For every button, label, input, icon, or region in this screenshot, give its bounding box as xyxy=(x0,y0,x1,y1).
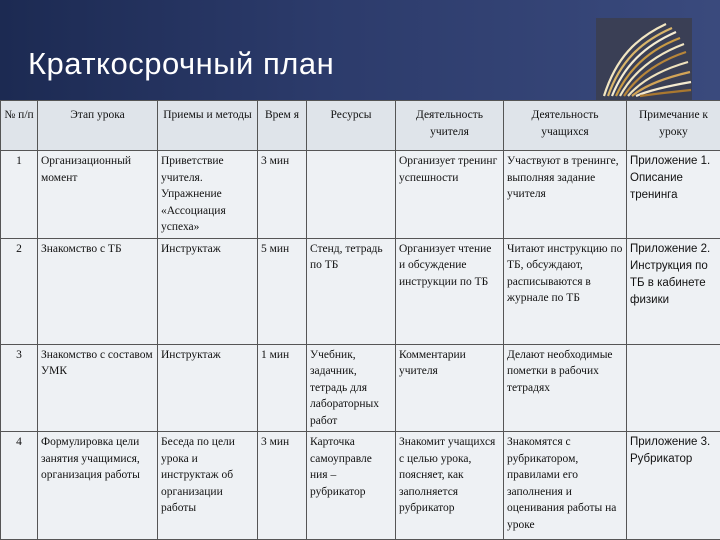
table-cell: Знакомство с составом УМК xyxy=(38,344,158,432)
table-cell: Учебник, задачник, тетрадь для лабораторных работ xyxy=(307,344,396,432)
table-cell: 3 мин xyxy=(258,151,307,239)
table-row xyxy=(1,432,720,540)
table-cell: 2 xyxy=(1,238,38,344)
header-cell: Ресурсы xyxy=(307,101,396,151)
table-cell: Организационный момент xyxy=(38,151,158,239)
table-header-row xyxy=(1,101,720,151)
table-cell: 1 мин xyxy=(258,344,307,432)
table-cell: Участвуют в тренинге, выполняя задание учителя xyxy=(504,151,627,239)
table-cell: Приветствие учителя. Упражнение «Ассоциация успеха» xyxy=(158,151,258,239)
table-cell: Приложение 3. Рубрикатор xyxy=(627,432,720,540)
header-cell: Врем я xyxy=(258,101,307,151)
table-cell: Приложение 1. Описание тренинга xyxy=(627,151,720,239)
table-cell: Инструктаж xyxy=(158,344,258,432)
table-cell: Беседа по цели урока и инструктаж об организации работы xyxy=(158,432,258,540)
table-row xyxy=(1,151,720,239)
table-cell: Стенд, тетрадь по ТБ xyxy=(307,238,396,344)
table-cell: Приложение 2. Инструкция по ТБ в кабинете физики xyxy=(627,238,720,344)
lesson-plan-table xyxy=(0,100,720,540)
table-cell: Читают инструкцию по ТБ, обсуждают, расписываются в журнале по ТБ xyxy=(504,238,627,344)
table-cell xyxy=(307,151,396,239)
table-cell: Карточка самоуправле ния – рубрикатор xyxy=(307,432,396,540)
header-cell: Этап урока xyxy=(38,101,158,151)
table-cell: Организует тренинг успешности xyxy=(396,151,504,239)
header-cell: № п/п xyxy=(1,101,38,151)
table-cell: Знакомит учащихся с целью урока, поясняет, как заполняется рубрикатор xyxy=(396,432,504,540)
table-cell: 1 xyxy=(1,151,38,239)
open-book-icon xyxy=(596,18,692,100)
slide-title: Краткосрочный план xyxy=(28,46,335,81)
table-row xyxy=(1,238,720,344)
table-cell: Знакомство с ТБ xyxy=(38,238,158,344)
table-row xyxy=(1,344,720,432)
header-cell: Примечание к уроку xyxy=(627,101,720,151)
table-cell: Инструктаж xyxy=(158,238,258,344)
table-cell: Знакомятся с рубрикатором, правилами его заполнения и оценивания работы на уроке xyxy=(504,432,627,540)
table-cell: Комментарии учителя xyxy=(396,344,504,432)
header-cell: Приемы и методы xyxy=(158,101,258,151)
table-cell: 3 мин xyxy=(258,432,307,540)
table-cell: Организует чтение и обсуждение инструкции по ТБ xyxy=(396,238,504,344)
table-cell: 4 xyxy=(1,432,38,540)
table-cell: 3 xyxy=(1,344,38,432)
table-cell: 5 мин xyxy=(258,238,307,344)
header-cell: Деятельность учителя xyxy=(396,101,504,151)
slide-header xyxy=(0,0,720,100)
table-cell: Формулировка цели занятия учащимися, организация работы xyxy=(38,432,158,540)
table-cell xyxy=(627,344,720,432)
header-cell: Деятельность учащихся xyxy=(504,101,627,151)
table-cell: Делают необходимые пометки в рабочих тетрадях xyxy=(504,344,627,432)
